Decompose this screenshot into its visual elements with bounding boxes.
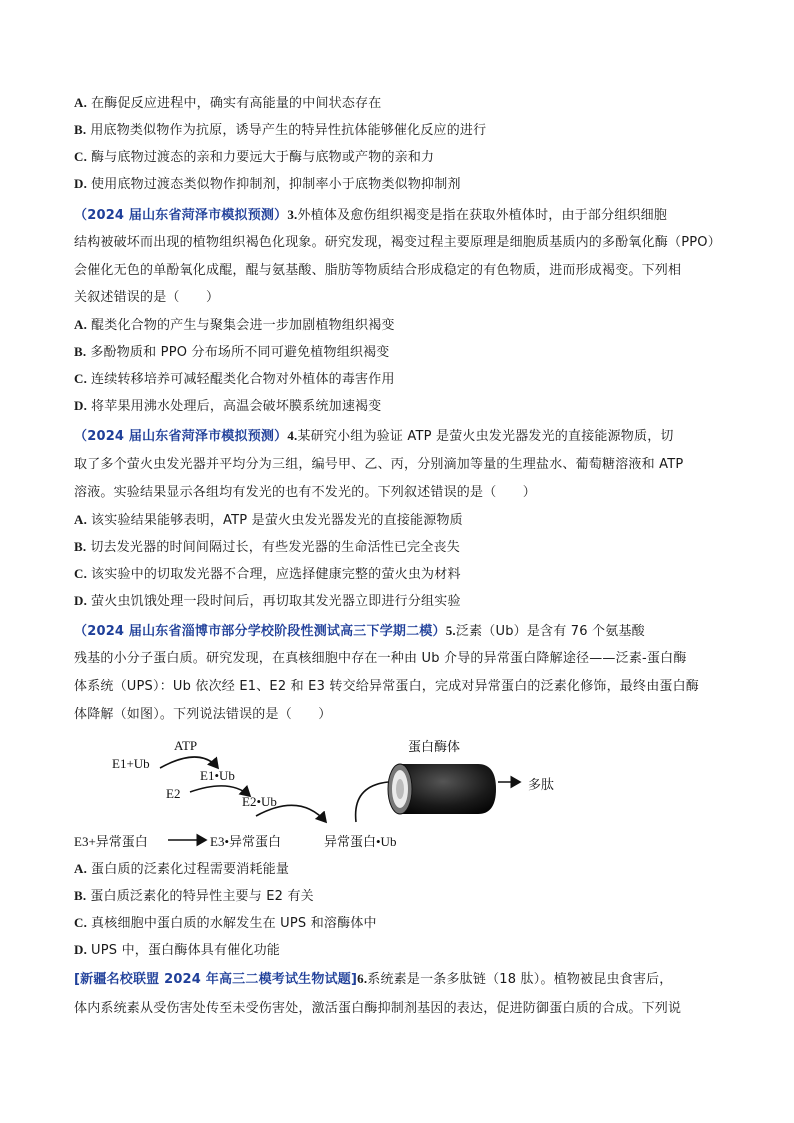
q4-option-a: A. 该实验结果能够表明，ATP 是萤火虫发光器发光的直接能源物质 — [74, 512, 463, 528]
q6-stem-line-2: 体内系统素从受伤害处传至未受伤害处，激活蛋白酶抑制剂基因的表达，促进防御蛋白质的合成。下列说 — [74, 1001, 682, 1016]
q2-option-d: D. 使用底物过渡态类似物作抑制剂，抑制率小于底物类似物抑制剂 — [74, 176, 461, 192]
q4-stem-line-2: 取了多个萤火虫发光器并平均分为三组，编号甲、乙、丙，分别滴加等量的生理盐水、葡萄糖溶液和 ATP — [74, 457, 684, 472]
q3-number: 3. — [287, 207, 298, 222]
label-e1-ub: E1+Ub — [112, 756, 150, 771]
q4-stem-line-1: （2024 届山东省菏泽市模拟预测）4.某研究小组为验证 ATP 是萤火虫发光器发光的直接能源物质，切 — [74, 428, 674, 444]
q3-option-c: C. 连续转移培养可减轻醌类化合物对外植体的毒害作用 — [74, 371, 395, 387]
label-e3-abnormal: E3+异常蛋白 — [74, 834, 148, 849]
label-polypeptide: 多肽 — [528, 777, 555, 792]
label-e2: E2 — [166, 786, 181, 801]
label-e2dot-ub: E2•Ub — [242, 794, 277, 809]
q5-option-d: D. UPS 中，蛋白酶体具有催化功能 — [74, 942, 280, 958]
arrow-abnub-proteasome — [356, 782, 388, 822]
label-proteasome: 蛋白酶体 — [408, 739, 461, 754]
label-e1dot-ub: E1•Ub — [200, 768, 235, 783]
q2-option-a: A. 在酶促反应进程中，确实有高能量的中间状态存在 — [74, 95, 382, 111]
q4-option-d: D. 萤火虫饥饿处理一段时间后，再切取其发光器立即进行分组实验 — [74, 593, 461, 609]
label-e3dot-abnormal: E3•异常蛋白 — [210, 834, 281, 849]
q3-source: （2024 届山东省菏泽市模拟预测） — [74, 208, 288, 223]
q3-stem-line-2: 结构被破坏而出现的植物组织褐色化现象。研究发现，褐变过程主要原理是细胞质基质内的多酚氧化酶（PPO） — [74, 235, 721, 250]
q3-option-a: A. 醌类化合物的产生与聚集会进一步加剧植物组织褐变 — [74, 317, 395, 333]
ups-pathway-diagram — [70, 734, 630, 850]
q5-option-c: C. 真核细胞中蛋白质的水解发生在 UPS 和溶酶体中 — [74, 915, 377, 931]
q4-source: （2024 届山东省菏泽市模拟预测） — [74, 429, 288, 444]
q3-stem-line-4: 关叙述错误的是（ ） — [74, 290, 220, 305]
proteasome-icon — [388, 764, 496, 814]
arrow-e2-e2ub — [190, 786, 250, 796]
q5-source: （2024 届山东省淄博市部分学校阶段性测试高三下学期二模） — [74, 624, 446, 639]
q6-source: [新疆名校联盟 2024 年高三二模考试生物试题] — [74, 972, 358, 987]
q5-number: 5. — [445, 623, 456, 638]
q2-option-b: B. 用底物类似物作为抗原，诱导产生的特异性抗体能够催化反应的进行 — [74, 122, 487, 138]
arrow-atp-e1 — [160, 757, 218, 768]
q6-stem-line-1: [新疆名校联盟 2024 年高三二模考试生物试题]6.系统素是一条多肽链（18 肽）。植物被昆虫食害后， — [74, 971, 673, 987]
q5-stem-line-4: 体降解（如图）。下列说法错误的是（ ） — [74, 707, 332, 722]
q3-stem-line-1: （2024 届山东省菏泽市模拟预测）3.外植体及愈伤组织褐变是指在获取外植体时，由于部分组织细胞 — [74, 207, 668, 223]
q3-option-b: B. 多酚物质和 PPO 分布场所不同可避免植物组织褐变 — [74, 344, 390, 360]
q3-stem-line-3: 会催化无色的单酚氧化成醌，醌与氨基酸、脂肪等物质结合形成稳定的有色物质，进而形成褐变。下列相 — [74, 263, 682, 278]
label-abnormal-ub: 异常蛋白•Ub — [324, 834, 397, 849]
q5-stem-line-2: 残基的小分子蛋白质。研究发现，在真核细胞中存在一种由 Ub 介导的异常蛋白降解途径——泛素-蛋白酶 — [74, 651, 687, 666]
q2-option-c: C. 酶与底物过渡态的亲和力要远大于酶与底物或产物的亲和力 — [74, 149, 435, 165]
q6-number: 6. — [357, 971, 368, 986]
label-atp: ATP — [174, 738, 198, 753]
q4-option-c: C. 该实验中的切取发光器不合理，应选择健康完整的萤火虫为材料 — [74, 566, 461, 582]
q4-stem-line-3: 溶液。实验结果显示各组均有发光的也有不发光的。下列叙述错误的是（ ） — [74, 485, 537, 500]
q4-option-b: B. 切去发光器的时间间隔过长，有些发光器的生命活性已完全丧失 — [74, 539, 460, 555]
q5-stem-line-3: 体系统（UPS）：Ub 依次经 E1、E2 和 E3 转交给异常蛋白，完成对异常蛋白的泛素化修饰，最终由蛋白酶 — [74, 679, 699, 694]
q4-number: 4. — [287, 428, 298, 443]
q5-option-a: A. 蛋白质的泛素化过程需要消耗能量 — [74, 861, 290, 877]
q5-stem-line-1: （2024 届山东省淄博市部分学校阶段性测试高三下学期二模）5.泛素（Ub）是含有 76 个氨基酸 — [74, 623, 645, 639]
q5-option-b: B. 蛋白质泛素化的特异性主要与 E2 有关 — [74, 888, 314, 904]
q3-option-d: D. 将苹果用沸水处理后，高温会破坏膜系统加速褐变 — [74, 398, 382, 414]
